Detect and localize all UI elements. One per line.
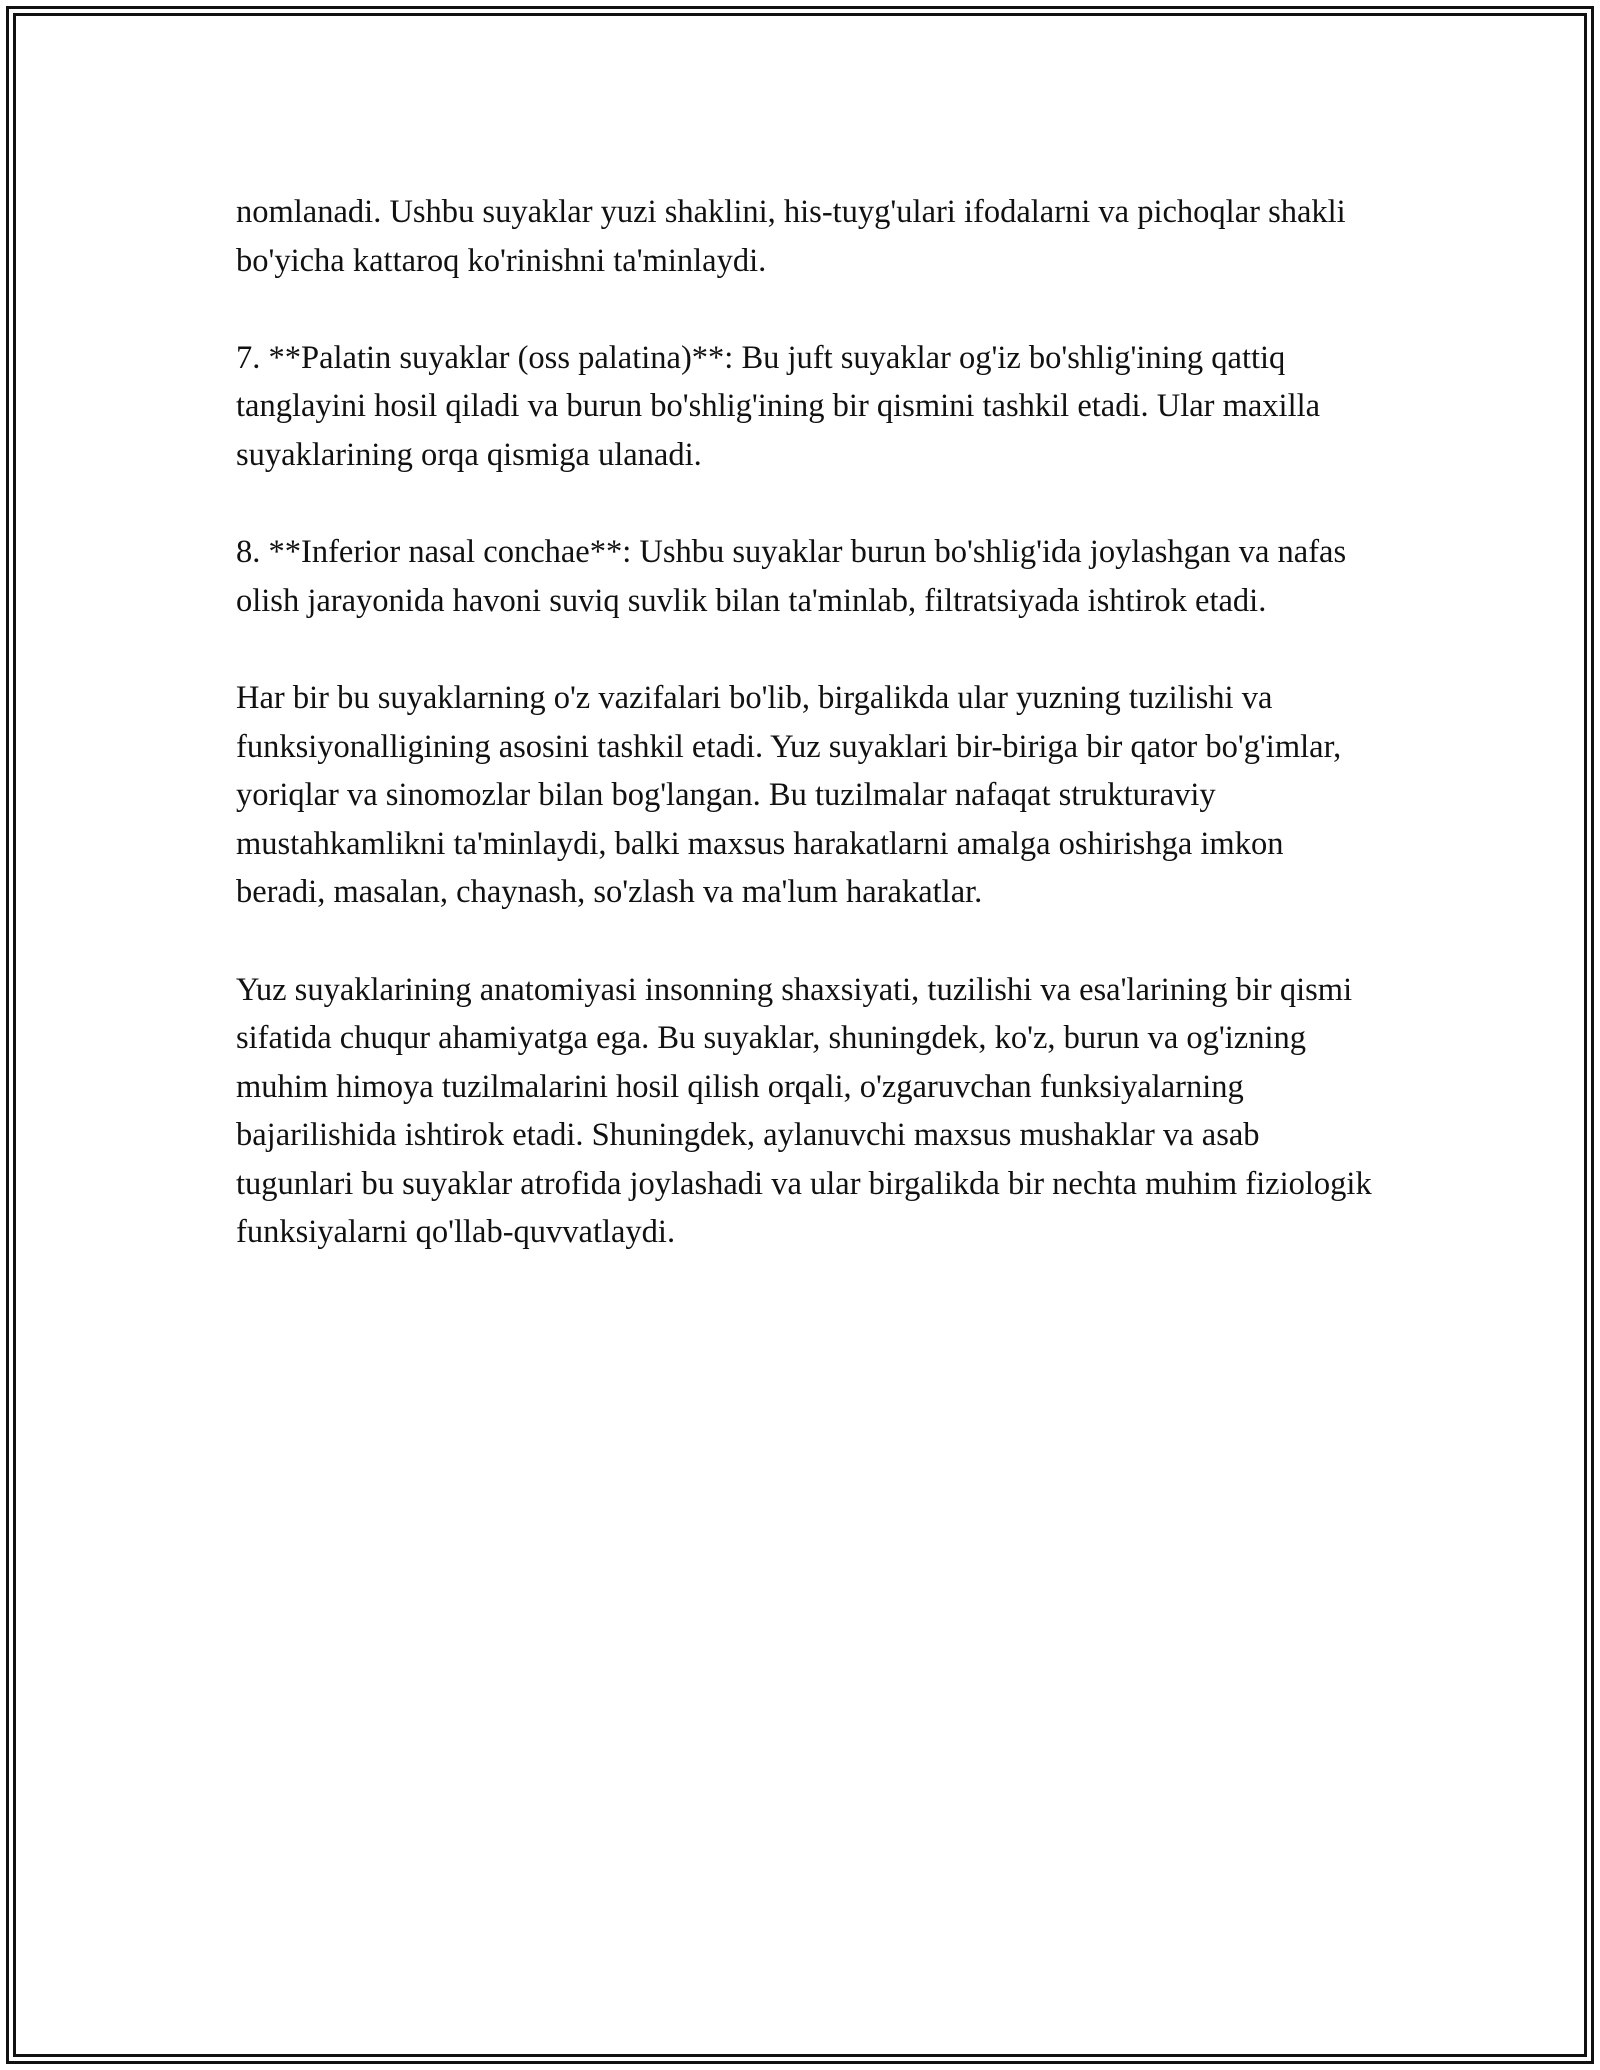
paragraph-continuation: nomlanadi. Ushbu suyaklar yuzi shaklini, his-tuyg'ulari ifodalarni va pichoqlar shakli bo'yicha kattaroq ko'rinishni ta'minlaydi. (236, 194, 1346, 279)
paragraph-facial-bones-summary: Har bir bu suyaklarning o'z vazifalari bo'lib, birgalikda ular yuzning tuzilishi va funksiyonalligining asosini tashkil etadi. Yuz suyaklari bir-biriga bir qator bo'g'imlar, yoriqlar va sinomozlar bilan bog'langan. Bu tuzilmalar nafaqat strukturaviy mustahkamlikni ta'minlaydi, balki maxsus harakatlarni amalga oshirishga imkon beradi, masalan, chaynash, so'zlash va ma'lum harakatlar. (236, 679, 1342, 911)
document-body (236, 188, 1376, 1306)
paragraph-inferior-nasal-conchae: 8. **Inferior nasal conchae**: Ushbu suyaklar burun bo'shlig'ida joylashgan va nafas olish jarayonida havoni suviq suvlik bilan ta'minlab, filtratsiyada ishtirok etadi. (236, 534, 1347, 619)
paragraph-facial-anatomy-significance: Yuz suyaklarining anatomiyasi insonning shaxsiyati, tuzilishi va esa'larining bir qismi sifatida chuqur ahamiyatga ega. Bu suyaklar, shuningdek, ko'z, burun va og'izning muhim himoya tuzilmalarini hosil qilish orqali, o'zgaruvchan funksiyalarning bajarilishida ishtirok etadi. Shuningdek, aylanuvchi maxsus mushaklar va asab tugunlari bu suyaklar atrofida joylashadi va ular birgalikda bir nechta muhim fiziologik funksiyalarni qo'llab-quvvatlaydi. (236, 971, 1372, 1251)
paragraph-palatine-bones: 7. **Palatin suyaklar (oss palatina)**: Bu juft suyaklar og'iz bo'shlig'ining qattiq tanglayini hosil qiladi va burun bo'shlig'ining bir qismini tashkil etadi. Ular maxilla suyaklarining orqa qismiga ulanadi. (236, 339, 1321, 473)
